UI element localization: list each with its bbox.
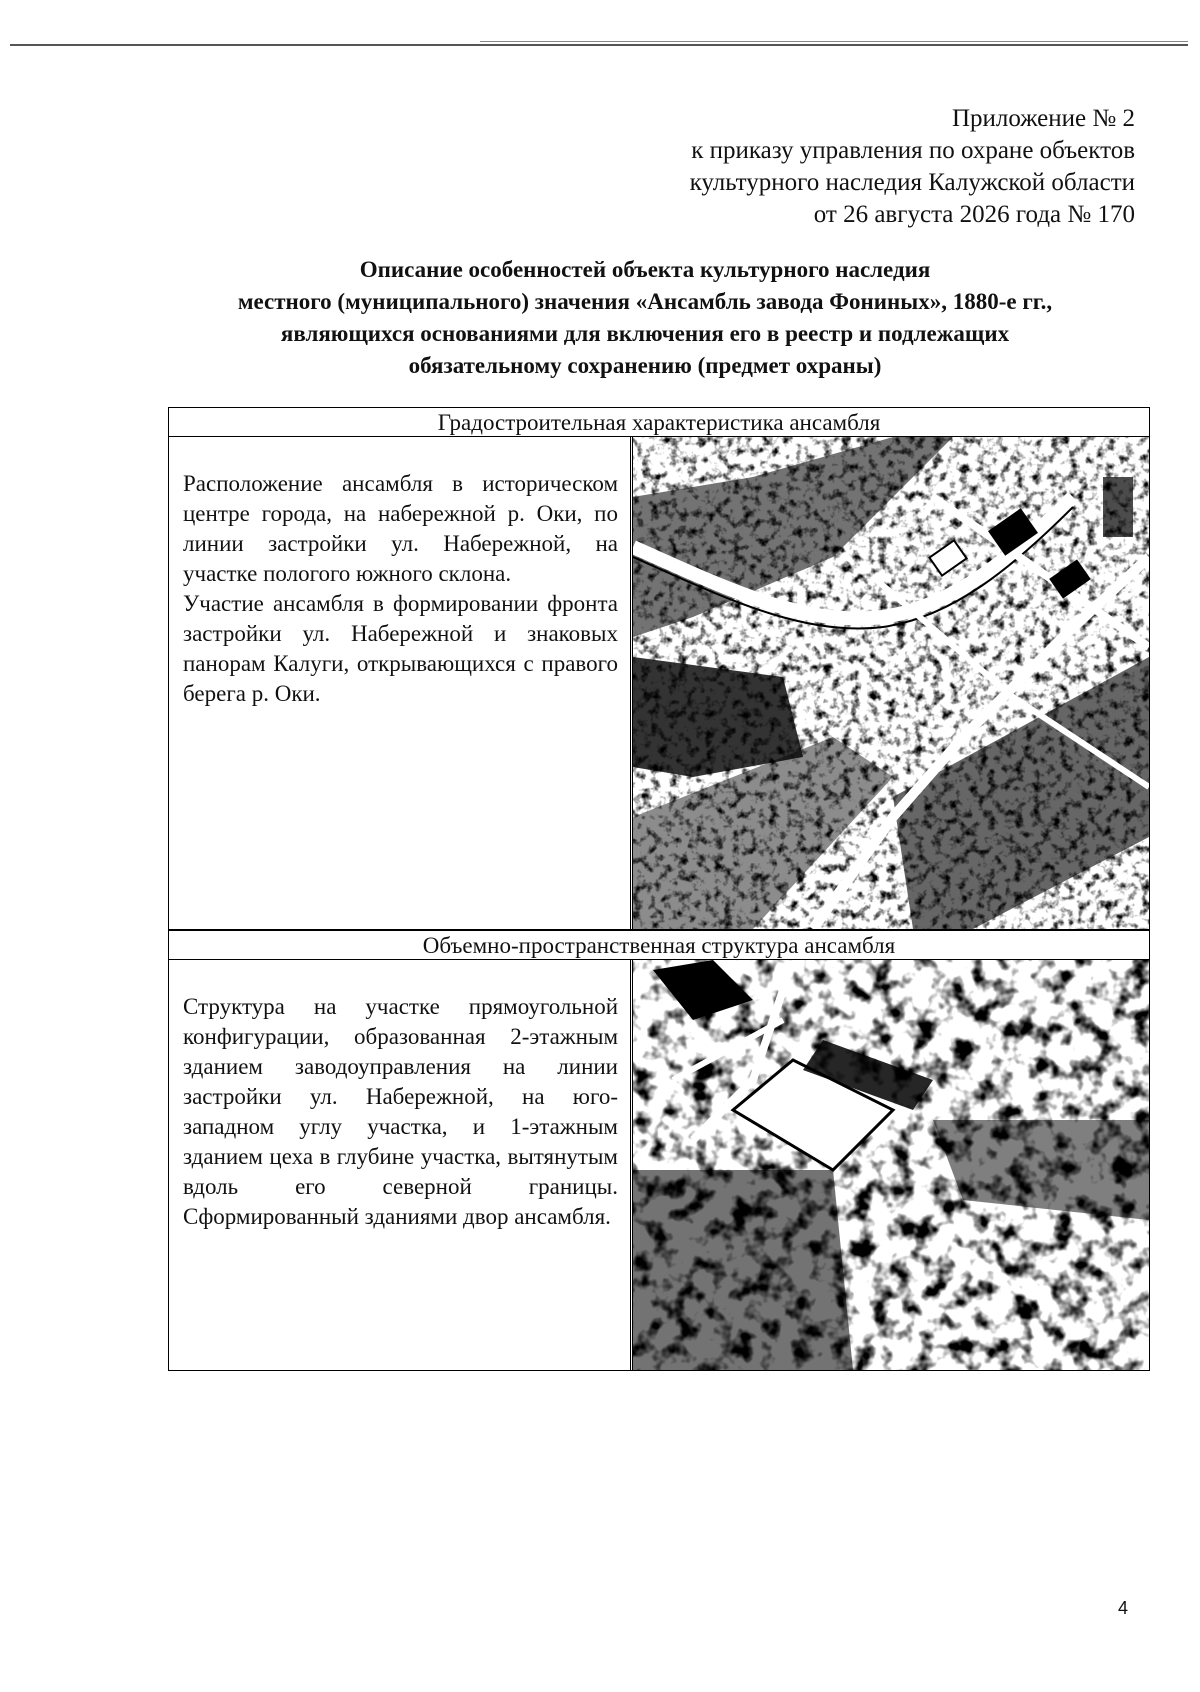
scan-artifact-line [10,44,1188,46]
section-paragraph: Структура на участке прямоугольной конфигурации, образованная 2-этажным зданием заводоуправления на линии застройки ул. Набережной, на юго-западном углу участка, и 1-этажным зданием цеха в глубине участка, вытянутым вдоль его северной границы. Сформированный зданиями двор ансамбля. [183,994,618,1229]
aerial-photo-urban [633,437,1149,929]
section-row-spatial [168,959,1150,1371]
title-line: местного (муниципального) значения «Ансамбль завода Фониных», 1880-е гг., [237,289,1053,314]
title-line: являющихся основаниями для включения его в реестр и подлежащих [280,321,1010,346]
section-row-urban [168,436,1150,930]
title-line: Описание особенностей объекта культурного наследия [359,257,931,282]
appendix-order-ref: к приказу управления по охране объектов [691,137,1135,164]
section-paragraph: Участие ансамбля в формировании фронта застройки ул. Набережной и знаковых панорам Калуги, открывающихся с правого берега р. Оки. [183,591,618,706]
document-title [150,254,1140,382]
section-paragraph: Расположение ансамбля в историческом центре города, на набережной р. Оки, по линии застройки ул. Набережной, на участке пологого южного склона. [183,471,618,586]
appendix-authority: культурного наследия Калужской области [689,169,1135,196]
appendix-number: Приложение № 2 [951,105,1135,132]
aerial-photo-spatial [633,960,1149,1370]
section-text-cell [169,960,633,1370]
appendix-header [690,103,1135,231]
page-number: 4 [1118,1598,1129,1618]
scan-artifact-line [480,41,1188,42]
section-heading-urban: Градостроительная характеристика ансамбля [168,407,1150,436]
appendix-date: от 26 августа 2026 года № 170 [813,201,1135,228]
section-text-cell [169,437,633,929]
title-line: обязательному сохранению (предмет охраны) [408,353,882,378]
section-heading-spatial: Объемно-пространственная структура ансамбля [168,930,1150,959]
